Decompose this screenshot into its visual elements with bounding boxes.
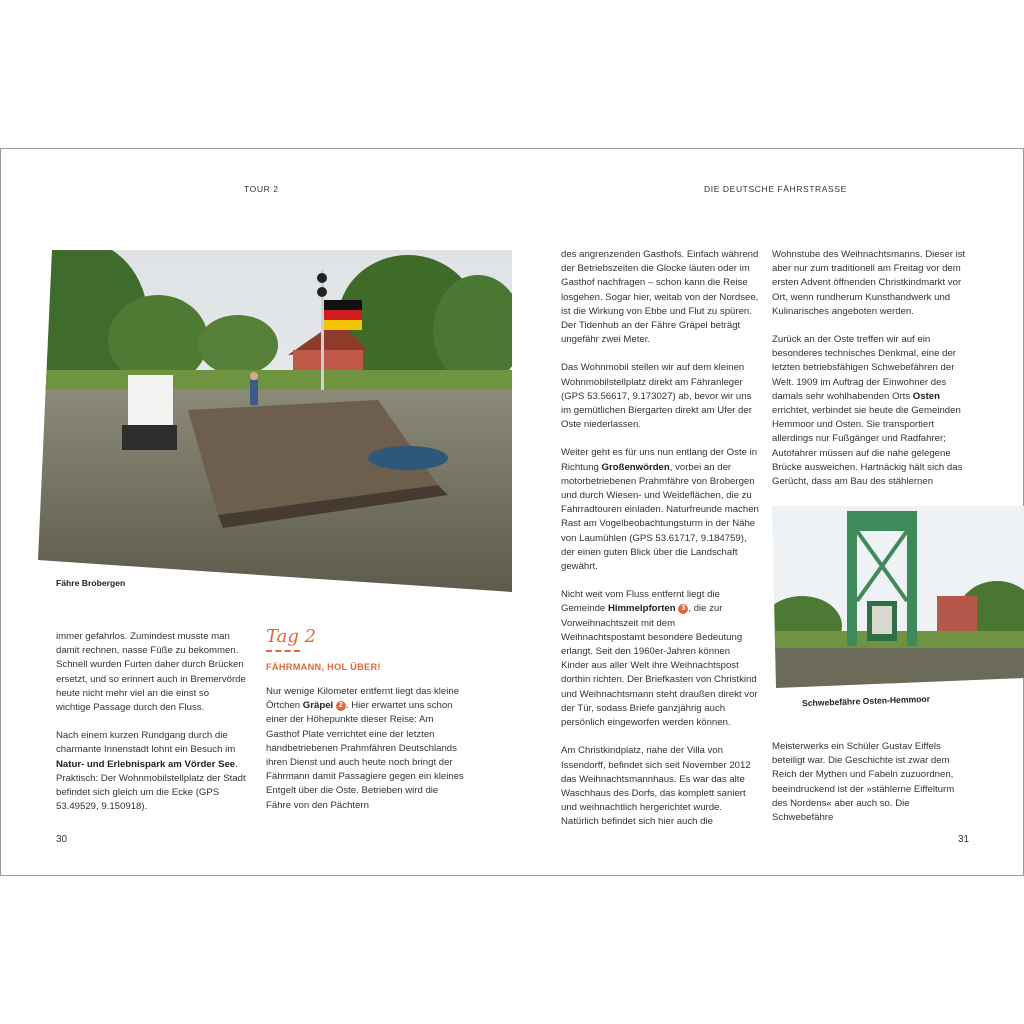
col4-paragraph-3: Meisterwerks ein Schüler Gustav Eiffels beteiligt war. Die Geschichte ist zwar dem Reich der Mythen und Fabeln zuzuordnen, beeindruckend ist der »stählerne Eiffelturm des Nordens« aber auch so. Die Schwebefähre — [772, 741, 955, 824]
col2-paragraph-1: Nur wenige Kilometer entfernt liegt das kleine Örtchen Gräpel 2 . Hier erwartet uns schon einer der Höhepunkte dieser Reise: Am Gasthof Plate verrichtet eine der letzten handbetriebenen Prahmfähren Deutschlands ihren Dienst und auch heute noch bringt der Fährmann damit Passagiere gegen ein kleines Entgelt über die Oste. Betrieben wird die Fähre von den Pächtern — [266, 686, 464, 811]
text-column-3 — [561, 248, 759, 844]
running-header-right: DIE DEUTSCHE FÄHRSTRASSE — [704, 184, 847, 194]
col3-paragraph-3: Weiter geht es für uns nun entlang der Oste in Richtung Großenwörden, vorbei an der motorbetriebenen Prahmfähre von Brobergen und durch Wiesen- und Weideflächen, die zu Fahrradtouren einladen. Naturfreunde machen Rast am Vogelbeobachtungsturm in der Nähe von Laumühlen (GPS 53.61717, 9.184759), der einen guten Blick über die Landschaft gewährt. — [561, 447, 759, 573]
text-column-2 — [266, 685, 464, 827]
col3-paragraph-4: Nicht weit vom Fluss entfernt liegt die Gemeinde Himmelpforten 3 , die zur Vorweihnachtszeit mit dem Weihnachtspostamt besondere Bedeutung erlangt. Seit den 1960er-Jahren können Kinder aus aller Welt ihre Weihnachtspost dorthin richten. Der Briefkasten von Christkind und Weihnachtsmann steht draußen direkt vor der Tür, sodass Briefe ganzjährig auch persönlich eingeworfen werden können. — [561, 589, 758, 729]
ferry-photo — [38, 250, 512, 592]
running-header-left: TOUR 2 — [244, 184, 279, 194]
col4-paragraph-2: Zurück an der Oste treffen wir auf ein besonderes technisches Denkmal, eine der letzten betriebsfähigen Schwebefähren der Welt. 1909 im Auftrag der Einwohner des damals sehr wohlhabenden Orts Osten errichtet, verbindet sie heute die Gemeinden Hemmoor und Osten. Sie transportiert allerdings nur Fußgänger und Radfahrer; Autofahrer müssen auf die nahe gelegene Brücke ausweichen. Hartnäckig hält sich das Gerücht, dass am Bau des stählernen — [772, 334, 963, 488]
transporter-bridge-photo — [772, 506, 1024, 688]
col4-paragraph-1: Wohnstube des Weihnachtsmanns. Dieser ist aber nur zum traditionell am Freitag vor dem ersten Advent öffnenden Christkindmarkt vor Ort, wenn rundherum Kunsthandwerk und Kulinarisches angeboten werden. — [772, 249, 966, 317]
col1-paragraph-1: immer gefahrlos. Zumindest musste man damit rechnen, nasse Füße zu bekommen. Schnell wurden Furten daher durch Brücken ersetzt, und so erinnert auch in Bremervörde heute nicht mehr viel an die einst so wichtige Passage durch den Fluss. — [56, 631, 246, 714]
col3-paragraph-2: Das Wohnmobil stellen wir auf dem kleinen Wohnmobilstellplatz direkt am Fähranleger (GPS 53.56617, 9.173027) ab, bevor wir uns im gemütlichen Biergarten direkt am Ufer der Oste niederlassen. — [561, 362, 752, 431]
col1-paragraph-2: Nach einem kurzen Rundgang durch die charmante Innenstadt lohnt ein Besuch im Natur- und Erlebnispark am Vörder See. Praktisch: Der Wohnmobilstellplatz der Stadt befindet sich gleich um die Ecke (GPS 53.49529, 9.150918). — [56, 730, 246, 813]
page-number-left: 30 — [56, 834, 68, 845]
day-label-divider — [266, 650, 300, 652]
text-column-1 — [56, 630, 246, 828]
bridge-photo-caption: Schwebefähre Osten-Hemmoor — [801, 693, 931, 709]
col3-paragraph-5: Am Christkindplatz, nahe der Villa von Issendorff, befindet sich seit November 2012 das Weihnachtsmannhaus. Es war das alte Waschhaus des Dorfs, das komplett saniert und weihnachtlich hergerichtet wurde. Natürlich befindet sich hier auch die — [561, 745, 751, 828]
ferry-photo-caption: Fähre Brobergen — [56, 578, 126, 588]
section-title: FÄHRMANN, HOL ÜBER! — [266, 662, 381, 672]
location-badge-3: 3 — [678, 604, 688, 614]
text-column-4-continued — [772, 740, 970, 839]
location-badge-2: 2 — [336, 701, 346, 711]
day-label: Tag 2 — [266, 626, 317, 647]
col3-paragraph-1: des angrenzenden Gasthofs. Einfach während der Betriebszeiten die Glocke läuten oder im Gasthof nachfragen – schon kann die Reise losgehen. Sogar hier, weitab von der Nordsee, ist die Wirkung von Ebbe und Flut zu spüren. Der Tidenhub an der Fähre Gräpel beträgt ungefähr zwei Meter. — [561, 249, 759, 346]
page-number-right: 31 — [958, 834, 970, 845]
text-column-4 — [772, 248, 970, 503]
